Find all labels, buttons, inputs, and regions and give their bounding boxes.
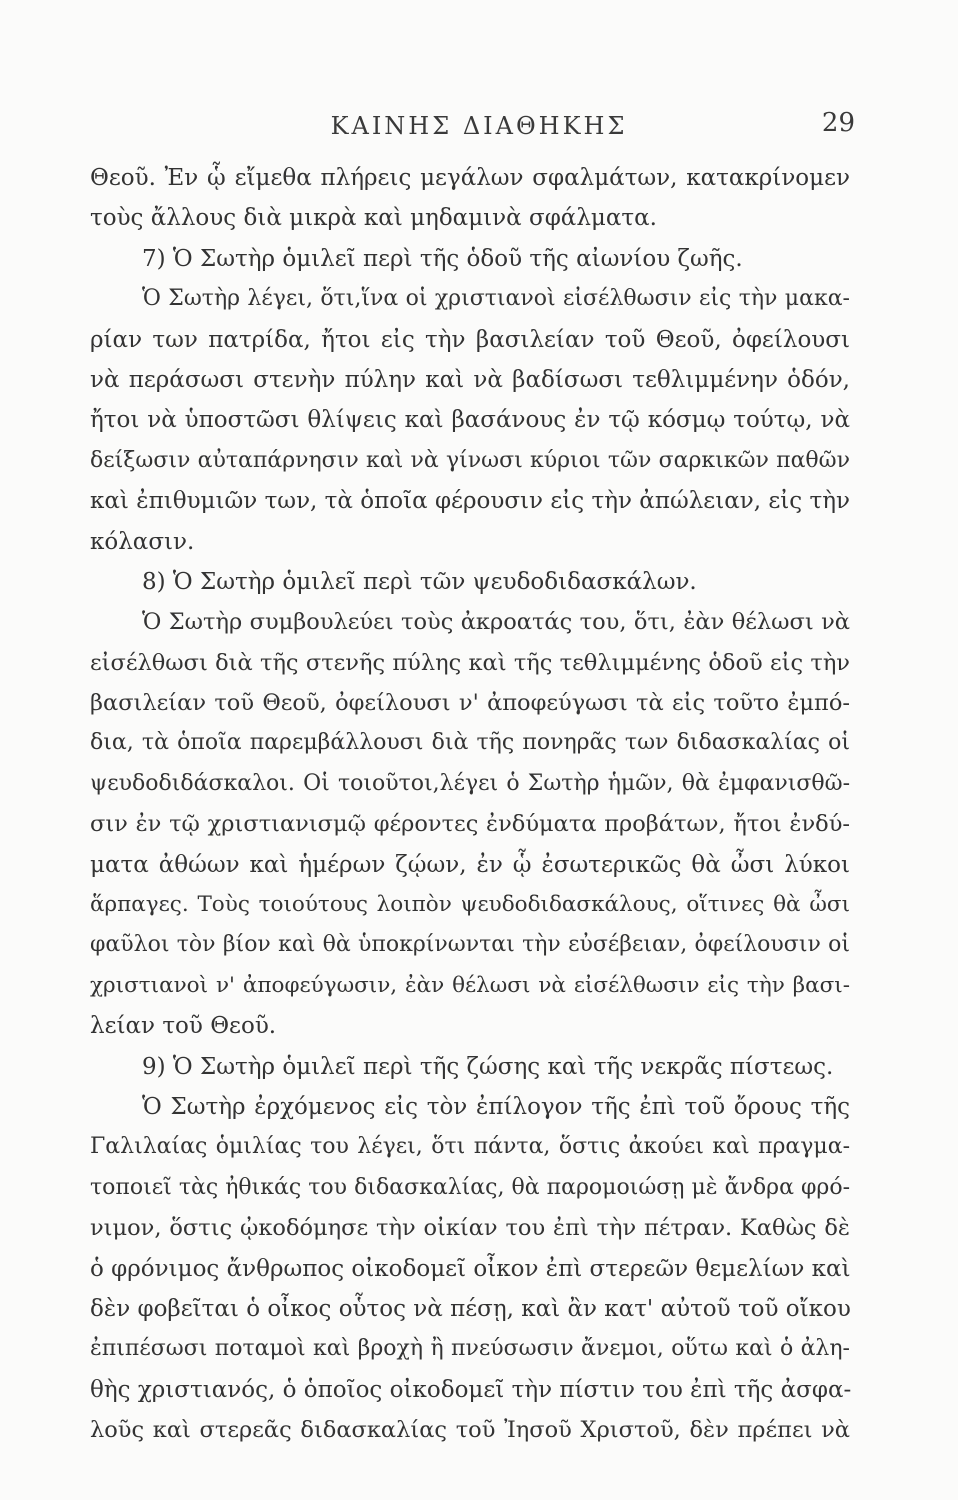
text-line: ψευδοδιδάσκαλοι. Οἱ τοιοῦτοι,λέγει ὁ Σωτὴρ ἡμῶν, θὰ ἐμφανισθῶ-	[90, 770, 850, 796]
text-line: χριστιανοὶ ν' ἀποφεύγωσιν, ἐὰν θέλωσι νὰ εἰσέλθωσιν εἰς τὴν βασι-	[90, 972, 850, 998]
text-line: ἐπιπέσωσι ποταμοὶ καὶ βροχὴ ἢ πνεύσωσιν ἄνεμοι, οὕτω καὶ ὁ ἀλη-	[90, 1336, 850, 1362]
text-line: Γαλιλαίας ὁμιλίας του λέγει, ὅτι πάντα, ὅστις ἀκούει καὶ πραγμα-	[90, 1134, 850, 1160]
text-line: ματα ἀθώων καὶ ἡμέρων ζῴων, ἐν ᾧ ἐσωτερικῶς θὰ ὦσι λύκοι	[90, 851, 850, 878]
text-line: καὶ ἐπιθυμιῶν των, τὰ ὁποῖα φέρουσιν εἰς τὴν ἀπώλειαν, εἰς τὴν	[90, 488, 850, 515]
text-line: ὁ φρόνιμος ἄνθρωπος οἰκοδομεῖ οἶκον ἐπὶ στερεῶν θεμελίων καὶ	[90, 1255, 851, 1282]
text-line: δια, τὰ ὁποῖα παρεμβάλλουσι διὰ τῆς πονηρᾶς των διδασκαλίας οἱ	[90, 730, 850, 756]
page-number: 29	[821, 108, 855, 138]
section-heading: 7) Ὁ Σωτὴρ ὁμιλεῖ περὶ τῆς ὁδοῦ τῆς αἰωνίου ζωῆς.	[142, 245, 743, 272]
text-line: λείαν τοῦ Θεοῦ.	[90, 1013, 277, 1040]
text-line: νιμον, ὅστις ᾠκοδόμησε τὴν οἰκίαν του ἐπὶ τὴν πέτραν. Καθὼς δὲ	[90, 1215, 850, 1242]
text-line: Ὁ Σωτὴρ λέγει, ὅτι,ἵνα οἱ χριστιανοὶ εἰσέλθωσιν εἰς τὴν μακα-	[142, 286, 850, 312]
text-line: τοποιεῖ τὰς ἠθικάς του διδασκαλίας, θὰ παρομοιώσῃ μὲ ἄνδρα φρό-	[90, 1174, 850, 1200]
text-line: ἤτοι νὰ ὑποστῶσι θλίψεις καὶ βασάνους ἐν τῷ κόσμῳ τούτῳ, νὰ	[90, 407, 850, 434]
text-line: κόλασιν.	[90, 528, 195, 555]
text-line: Ὁ Σωτὴρ συμβουλεύει τοὺς ἀκροατάς του, ὅτι, ἐὰν θέλωσι νὰ	[142, 609, 850, 636]
body-text	[90, 158, 850, 1451]
text-line: Ὁ Σωτὴρ ἐρχόμενος εἰς τὸν ἐπίλογον τῆς ἐπὶ τοῦ ὄρους τῆς	[142, 1093, 850, 1120]
running-head	[0, 108, 958, 142]
text-line: φαῦλοι τὸν βίον καὶ θὰ ὑποκρίνωνται τὴν εὐσέβειαν, ὀφείλουσιν οἱ	[90, 932, 850, 958]
text-line: νὰ περάσωσι στενὴν πύλην καὶ νὰ βαδίσωσι τεθλιμμένην ὁδόν,	[90, 366, 850, 393]
text-line: ρίαν των πατρίδα, ἤτοι εἰς τὴν βασιλείαν τοῦ Θεοῦ, ὀφείλουσι	[90, 326, 850, 353]
text-line: δείξωσιν αὐταπάρνησιν καὶ νὰ γίνωσι κύριοι τῶν σαρκικῶν παθῶν	[90, 447, 850, 473]
section-heading: 8) Ὁ Σωτὴρ ὁμιλεῖ περὶ τῶν ψευδοδιδασκάλων.	[142, 568, 697, 595]
running-title: ΚΑΙΝΗΣ ΔΙΑΘΗΚΗΣ	[330, 112, 628, 140]
text-line: σιν ἐν τῷ χριστιανισμῷ φέροντες ἐνδύματα προβάτων, ἤτοι ἐνδύ-	[90, 811, 850, 838]
text-line: δὲν φοβεῖται ὁ οἶκος οὗτος νὰ πέσῃ, καὶ ἂν κατ' αὐτοῦ τοῦ οἴκου	[90, 1295, 851, 1322]
text-line: βασιλείαν τοῦ Θεοῦ, ὀφείλουσι ν' ἀποφεύγωσι τὰ εἰς τοῦτο ἐμπό-	[90, 690, 850, 717]
text-line: ἅρπαγες. Τοὺς τοιούτους λοιπὸν ψευδοδιδασκάλους, οἵτινες θὰ ὦσι	[90, 892, 850, 918]
text-line: εἰσέλθωσι διὰ τῆς στενῆς πύλης καὶ τῆς τεθλιμμένης ὁδοῦ εἰς τὴν	[90, 649, 850, 676]
text-line: θὴς χριστιανός, ὁ ὁποῖος οἰκοδομεῖ τὴν πίστιν του ἐπὶ τῆς ἀσφα-	[90, 1376, 852, 1403]
text-line: Θεοῦ. Ἐν ᾧ εἴμεθα πλήρεις μεγάλων σφαλμάτων, κατακρίνομεν	[90, 165, 850, 191]
section-heading: 9) Ὁ Σωτὴρ ὁμιλεῖ περὶ τῆς ζώσης καὶ τῆς νεκρᾶς πίστεως.	[142, 1053, 834, 1080]
text-line: λοῦς καὶ στερεᾶς διδασκαλίας τοῦ Ἰησοῦ Χριστοῦ, δὲν πρέπει νὰ	[90, 1417, 850, 1444]
text-line: τοὺς ἄλλους διὰ μικρὰ καὶ μηδαμινὰ σφάλματα.	[90, 205, 657, 232]
